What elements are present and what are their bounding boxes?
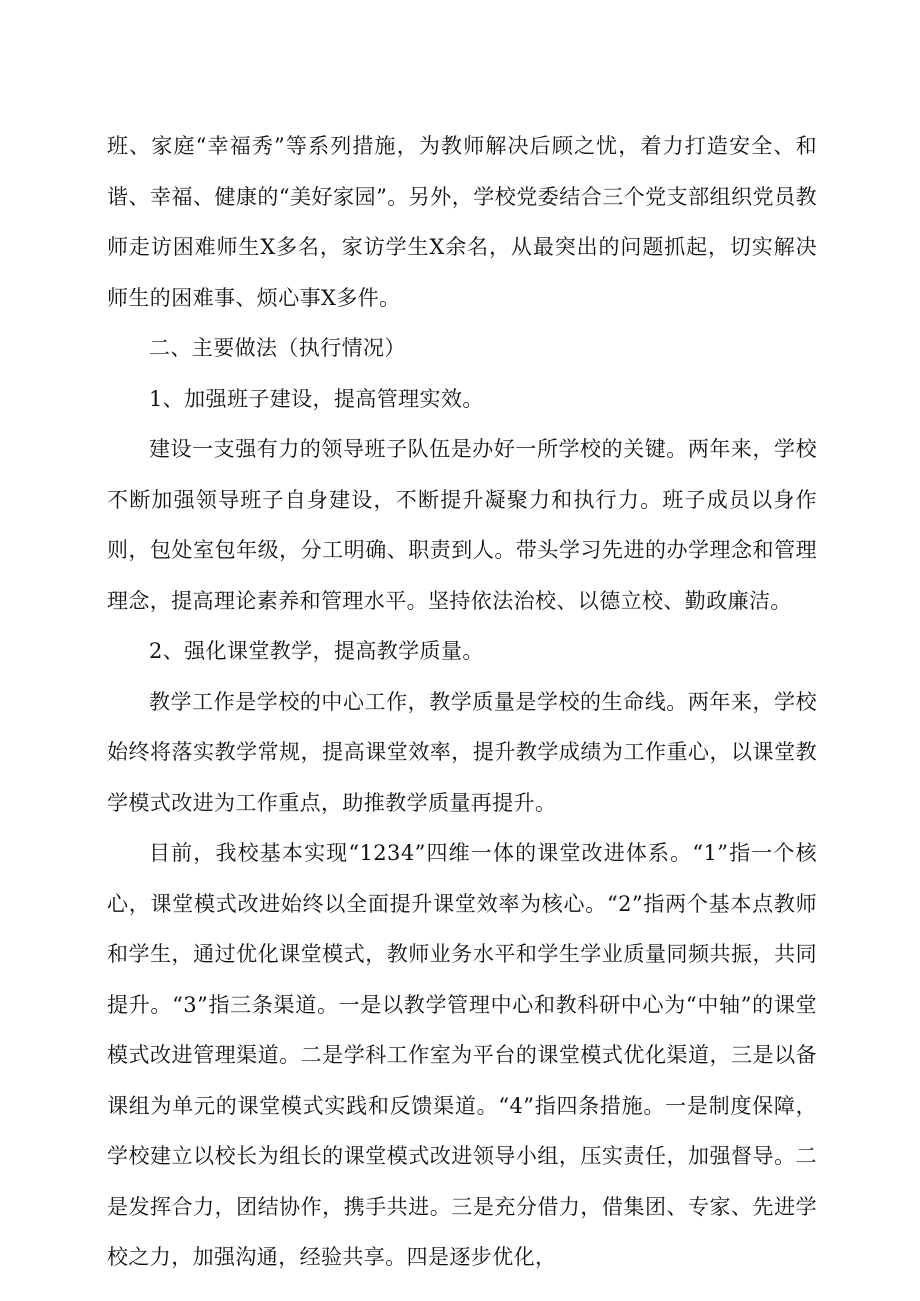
subheading-teaching: 2、强化课堂教学，提高教学质量。	[149, 639, 484, 663]
paragraph-classroom-system: 目前，我校基本实现“1234”四维一体的课堂改进体系。“1”指一个核心，课堂模式改进始终以全面提升课堂效率为核心。“2”指两个基本点教师和学生，通过优化课堂模式，教师业务水平和学生学业质量同频共振，共同提升。“3”指三条渠道。一是以教学管理中心和教科研中心为“中轴”的课堂模式改进管理渠道。二是学科工作室为平台的课堂模式优化渠道，三是以备课组为单元的课堂模式实践和反馈渠道。“4”指四条措施。一是制度保障，学校建立以校长为组长的课堂模式改进领导小组，压实责任，加强督导。二是发挥合力，团结协作，携手共进。三是充分借力，借集团、专家、先进学校之力，加强沟通，经验共享。四是逐步优化，	[107, 841, 817, 1269]
document-body	[107, 121, 817, 1283]
section-heading-main-practices: 二、主要做法（执行情况）	[149, 336, 406, 360]
subheading-leadership: 1、加强班子建设，提高管理实效。	[149, 386, 484, 411]
paragraph-leadership: 建设一支强有力的领导班子队伍是办好一所学校的关键。两年来，学校不断加强领导班子自身建设，不断提升凝聚力和执行力。班子成员以身作则，包处室包年级，分工明确、职责到人。带头学习先进的办学理念和管理理念，提高理论素养和管理水平。坚持依法治校、以德立校、勤政廉洁。	[107, 437, 817, 613]
paragraph-1: 班、家庭“幸福秀”等系列措施，为教师解决后顾之忧，着力打造安全、和谐、幸福、健康的“美好家园”。另外，学校党委结合三个党支部组织党员教师走访困难师生X多名，家访学生X余名，从最突出的问题抓起，切实解决师生的困难事、烦心事X多件。	[107, 134, 817, 310]
paragraph-teaching: 教学工作是学校的中心工作，教学质量是学校的生命线。两年来，学校始终将落实教学常规，提高课堂效率，提升教学成绩为工作重心，以课堂教学模式改进为工作重点，助推教学质量再提升。	[107, 689, 817, 815]
